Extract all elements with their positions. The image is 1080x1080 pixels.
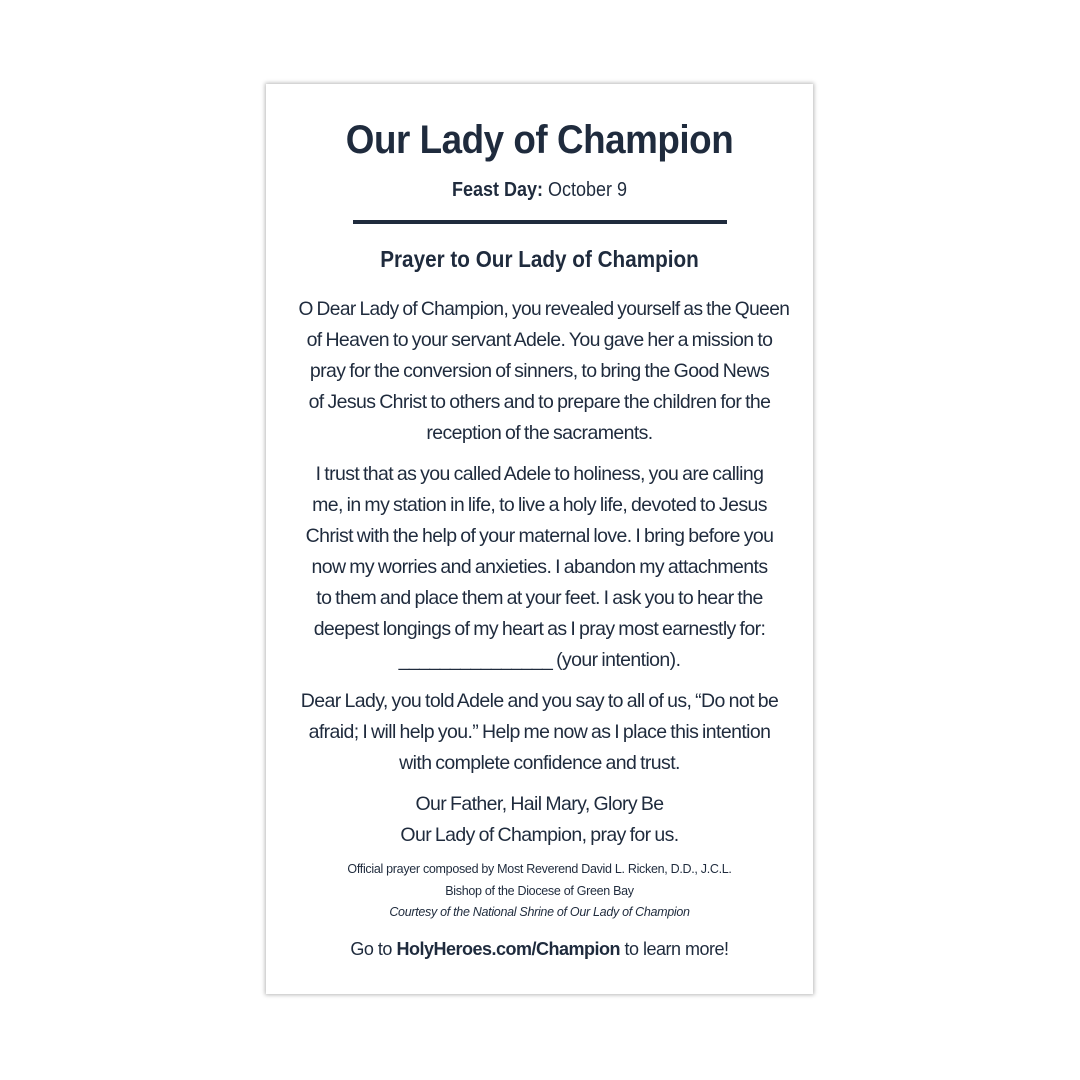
feast-day-date: October 9 bbox=[547, 179, 628, 201]
title-divider bbox=[353, 220, 727, 224]
prayer-line: me, in my station in life, to live a holy life, devoted to Jesus bbox=[312, 494, 767, 516]
prayer-line: of Jesus Christ to others and to prepare the children for the bbox=[308, 391, 771, 413]
prayer-line: now my worries and anxieties. I abandon my attachments bbox=[311, 556, 768, 578]
prayer-paragraph-2 bbox=[294, 459, 785, 676]
prayer-line: I trust that as you called Adele to holiness, you are calling bbox=[315, 463, 764, 485]
closing-line: Our Father, Hail Mary, Glory Be bbox=[415, 793, 664, 815]
credit-title: Bishop of the Diocese of Green Bay bbox=[445, 883, 634, 898]
feast-day-label: Feast Day: bbox=[451, 179, 543, 201]
prayer-card bbox=[266, 84, 813, 994]
prayer-line: deepest longings of my heart as I pray most earnestly for: bbox=[313, 618, 766, 640]
prayer-line: reception of the sacraments. bbox=[426, 422, 653, 444]
closing-line: Our Lady of Champion, pray for us. bbox=[400, 824, 679, 846]
prayer-line: pray for the conversion of sinners, to bring the Good News bbox=[309, 360, 770, 382]
credits bbox=[266, 859, 813, 924]
feast-day bbox=[293, 179, 785, 202]
credit-author: Official prayer composed by Most Reverend David L. Ricken, D.D., J.C.L. bbox=[347, 862, 732, 876]
prayer-line: of Heaven to your servant Adele. You gave her a mission to bbox=[306, 329, 773, 351]
credit-courtesy: Courtesy of the National Shrine of Our Lady of Champion bbox=[389, 905, 690, 919]
prayer-paragraph-1 bbox=[294, 294, 790, 449]
prayer-line: O Dear Lady of Champion, you revealed yourself as the Queen bbox=[298, 298, 790, 320]
prayer-line: Christ with the help of your maternal love. I bring before you bbox=[305, 525, 774, 547]
prayer-body bbox=[294, 294, 790, 861]
intention-line: _______________ (your intention). bbox=[398, 649, 681, 671]
website-link[interactable]: HolyHeroes.com/Champion bbox=[396, 939, 620, 959]
footer-prefix: Go to bbox=[350, 939, 397, 959]
footer-cta bbox=[266, 939, 813, 960]
closing-prayers bbox=[294, 789, 785, 851]
prayer-line: to them and place them at your feet. I ask you to hear the bbox=[316, 587, 763, 609]
card-title: Our Lady of Champion bbox=[345, 118, 734, 162]
prayer-line: Dear Lady, you told Adele and you say to all of us, “Do not be bbox=[300, 690, 779, 712]
footer-suffix: to learn more! bbox=[620, 939, 729, 959]
prayer-heading: Prayer to Our Lady of Champion bbox=[380, 246, 699, 272]
prayer-line: with complete confidence and trust. bbox=[399, 752, 680, 774]
prayer-line: afraid; I will help you.” Help me now as I place this intention bbox=[308, 721, 771, 743]
prayer-paragraph-3 bbox=[294, 686, 785, 779]
